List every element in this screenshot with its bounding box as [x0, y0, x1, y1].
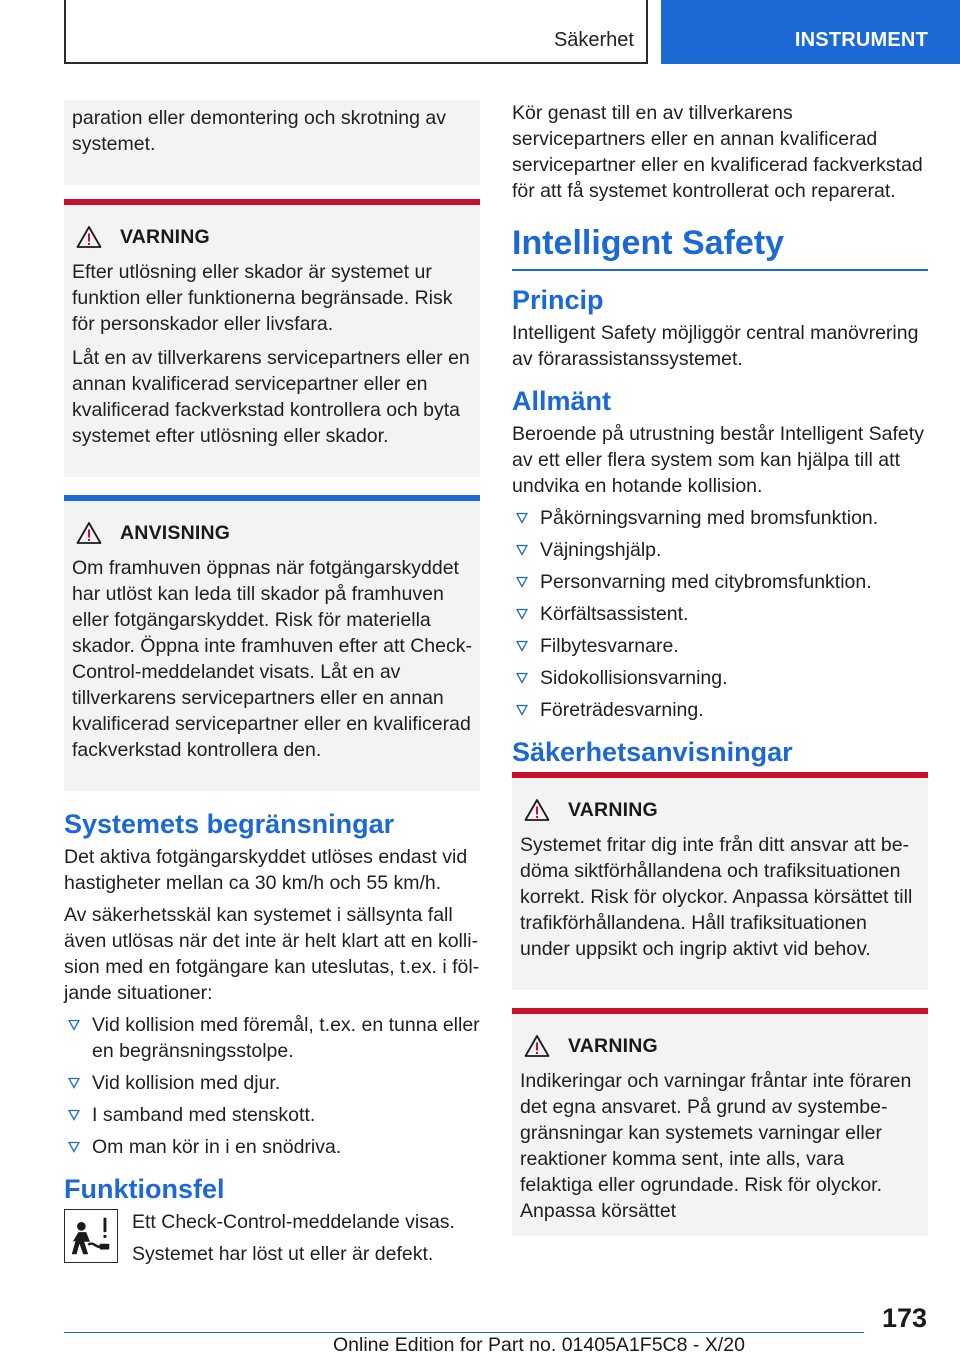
header-chapter-tab[interactable]: INSTRUMENT [661, 0, 960, 64]
list-item: Filbytesvarnare. [512, 633, 928, 659]
continued-text: paration eller demontering och skrotning av systemet. [72, 107, 446, 155]
fault-row [64, 1209, 480, 1273]
list-item: I samband med stenskott. [64, 1102, 480, 1128]
page-number: 173 [881, 1303, 927, 1333]
list-item: Vid kollision med djur. [64, 1070, 480, 1096]
footer-divider [64, 1332, 864, 1333]
bullet-triangle-icon [516, 640, 528, 652]
header-section: Säkerhet [553, 29, 634, 51]
list-item: Företrädesvarning. [512, 697, 928, 723]
bullet-triangle-icon [68, 1077, 80, 1089]
right-column [512, 100, 928, 1236]
warning-box [64, 199, 480, 477]
list-item: Väjningshjälp. [512, 537, 928, 563]
principle-text: Intelligent Safety möjliggör central manövrering av förarassistanssystemet. [512, 322, 919, 370]
warning-title: VARNING [120, 225, 210, 248]
fault-text-2: Systemet har löst ut eller är defekt. [132, 1243, 434, 1265]
bullet-triangle-icon [516, 544, 528, 556]
bullet-triangle-icon [68, 1141, 80, 1153]
notice-triangle-icon [76, 521, 102, 545]
list-item: Personvarning med citybromsfunktion. [512, 569, 928, 595]
warning-box [512, 1008, 928, 1236]
list-item: Påkörningsvarning med bromsfunktion. [512, 505, 928, 531]
warning-box [512, 772, 928, 990]
warning-triangle-icon [524, 798, 550, 822]
warning-text-1: Efter utlösning eller skador är systemet ur funktion eller funktionerna begränsade. Risk för personskador eller livsfara. [72, 261, 453, 335]
warning-triangle-icon [76, 225, 102, 249]
limits-text-1: Det aktiva fotgängarskyddet utlöses endast vid hastigheter mellan ca 30 km/h och 55 km/h. [64, 846, 468, 894]
bullet-triangle-icon [516, 704, 528, 716]
limits-text-2: Av säkerhetsskäl kan systemet i sällsynta fall även utlösas när det inte är helt klart att en kollision med en fotgängare kan uteslutas, t.ex. i följande situationer: [64, 904, 480, 1004]
continued-text-box [64, 100, 480, 185]
limits-list [64, 1012, 480, 1160]
bullet-triangle-icon [68, 1109, 80, 1121]
warning-title: VARNING [568, 1034, 658, 1057]
warning-triangle-icon [524, 1034, 550, 1058]
general-heading: Allmänt [512, 386, 612, 416]
limits-heading: Systemets begränsningar [64, 809, 395, 839]
bullet-triangle-icon [68, 1019, 80, 1031]
warning-title: VARNING [568, 798, 658, 821]
pedestrian-protection-warning-icon [64, 1209, 118, 1263]
left-column [64, 100, 480, 1273]
systems-list [512, 505, 928, 723]
warning-text: Indikeringar och varningar fråntar inte föraren det egna ansvaret. På grund av systembegränsningar kan systemets varningar eller reaktioner komma sent, inte alls, vara felaktiga eller ogrundade. Risk för olyckor. Anpassa körsättet [520, 1070, 912, 1222]
bullet-triangle-icon [516, 608, 528, 620]
notice-box [64, 495, 480, 791]
header-frame [64, 0, 648, 64]
list-item: Vid kollision med föremål, t.ex. en tunna eller en begränsningsstolpe. [64, 1012, 480, 1064]
general-text: Beroende på utrustning består Intelligent Safety av ett eller flera system som kan hjälpa till att undvika en hotande kollision. [512, 423, 924, 497]
bullet-triangle-icon [516, 576, 528, 588]
fault-text-1: Ett Check-Control-meddelande visas. [132, 1211, 455, 1233]
list-item: Körfältsassistent. [512, 601, 928, 627]
intro-text: Kör genast till en av tillverkarens servicepartners eller en annan kvalificerad servicepartner eller en kvalificerad fackverkstad för att få systemet kontrollerat och reparerat. [512, 102, 923, 202]
notice-title: ANVISNING [120, 521, 231, 544]
warning-text: Systemet fritar dig inte från ditt ansvar att bedöma siktförhållandena och trafiksituationen korrekt. Risk för olyckor. Anpassa körsättet till trafikförhållandena. Håll trafiksituationen under uppsikt och ingrip aktivt vid behov. [520, 834, 913, 960]
safety-heading: Säkerhetsanvisningar [512, 737, 793, 767]
principle-heading: Princip [512, 285, 604, 315]
section-title: Intelligent Safety [512, 224, 928, 271]
list-item: Om man kör in i en snödriva. [64, 1134, 480, 1160]
notice-text: Om framhuven öppnas när fotgängarskyddet har utlöst kan leda till skador på framhuven eller fotgängarskyddet. Risk för materiella skador. Öppna inte framhuven efter att Check-Control-meddelandet visats. Låt en av tillverkarens servicepartners eller en annan kvalificerad servicepartner eller en kvalificerad fackverkstad kontrollera den. [72, 557, 472, 761]
warning-text-2: Låt en av tillverkarens servicepartners eller en annan kvalificerad servicepartner eller en kvalificerad fackverkstad kontrollera och byta systemet efter utlösning eller skador. [72, 347, 470, 447]
bullet-triangle-icon [516, 672, 528, 684]
list-item: Sidokollisionsvarning. [512, 665, 928, 691]
bullet-triangle-icon [516, 512, 528, 524]
fault-heading: Funktionsfel [64, 1174, 225, 1204]
footer-edition: Online Edition for Part no. 01405A1F5C8 - X/20 [333, 1334, 745, 1356]
